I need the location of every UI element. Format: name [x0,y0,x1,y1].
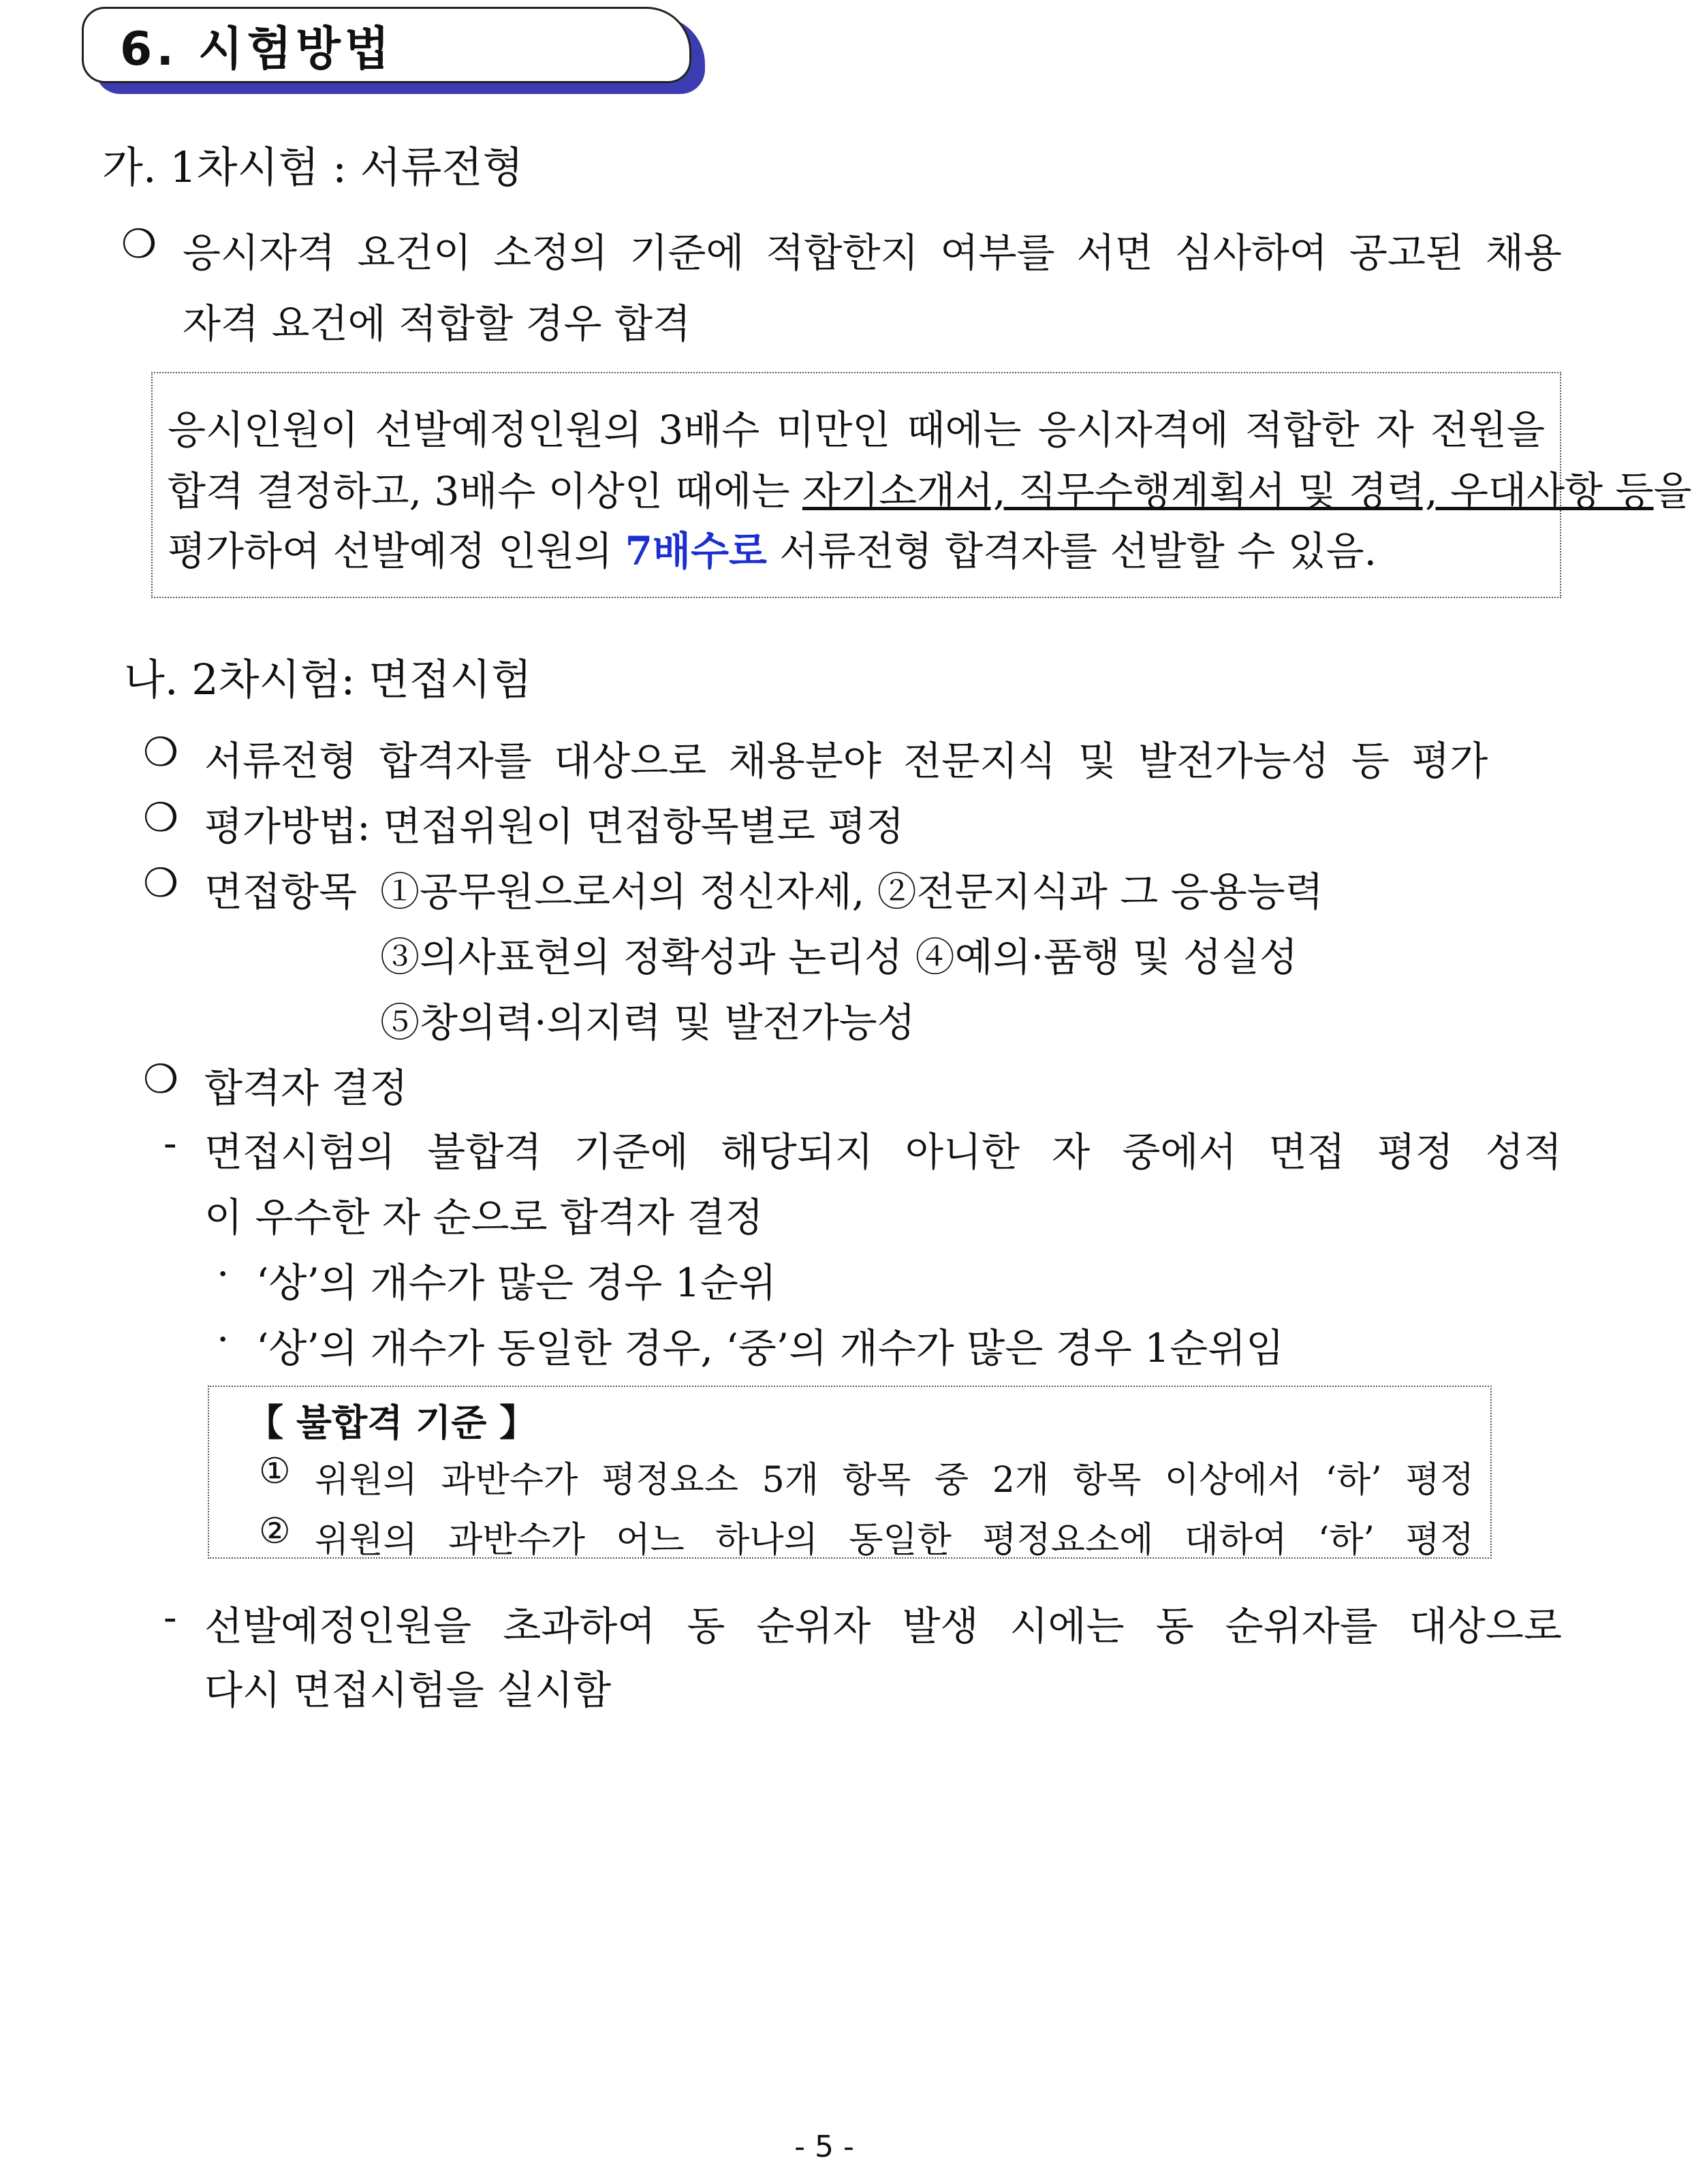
word: 평정 [1405,1520,1474,1561]
fail-criteria-title: 【 불합격 기준 】 [247,1401,537,1444]
word: 평정요소 [601,1460,738,1501]
word: ‘하’ [1325,1460,1382,1501]
word: 중 [934,1460,969,1501]
word: 전원을 [1430,407,1545,453]
word: 동일한 [849,1520,952,1561]
word: 기준에 [629,230,745,276]
word: 위원의 [315,1460,418,1501]
word: 자 [1375,407,1414,453]
first-stage-heading: 가. 1차시험 : 서류전형 [102,142,524,192]
interview-items-label: 면접항목 [204,869,358,915]
word: 해당되지 [720,1129,873,1175]
second-bullet-1: 서류전형 합격자를 대상으로 채용분야 전문지식 및 발전가능성 등 평가 [204,738,1488,784]
word: ‘하’ [1317,1520,1375,1561]
word: 2개 [992,1460,1050,1501]
word: 발생 [902,1603,979,1649]
word: 아니한 [905,1129,1020,1175]
note-line3: 평가하여 선발예정 인원의 7배수로 서류전형 합격자를 선발할 수 있음. [168,528,1377,574]
word: 응시자격 [183,230,336,276]
word: 초과하여 [503,1603,656,1649]
dash-marker: - [163,1120,177,1166]
word: 순위자 [756,1603,871,1649]
first-bullet-line1 [183,221,1562,278]
note-underlined-items: 자기소개서, 직무수행계획서 및 경력, 우대사항 등 [802,468,1654,514]
word: 과반수가 [441,1460,578,1501]
circle-bullet-icon: ❍ [121,221,157,267]
word: 3배수 [658,407,760,453]
criterion-1 [315,1451,1474,1502]
word: 과반수가 [448,1520,585,1561]
word: 이상에서 [1164,1460,1302,1501]
criterion-2 [315,1511,1474,1562]
circle-bullet-icon: ❍ [143,729,178,775]
word: 기준에 [574,1129,689,1175]
word: 선발예정인원의 [375,407,642,453]
word: 평정요소에 [982,1520,1154,1561]
word: 하나의 [715,1520,818,1561]
word: 성적 [1485,1129,1562,1175]
word: 채용 [1485,230,1562,276]
word: 서면 [1076,230,1153,276]
interview-items-line3: ⑤창의력·의지력 및 발전가능성 [380,999,915,1046]
decision-label: 합격자 결정 [204,1065,408,1111]
word: 중에서 [1122,1129,1237,1175]
word: 평정 [1405,1460,1474,1501]
word: 위원의 [315,1520,418,1561]
note-line2: 합격 결정하고, 3배수 이상인 때에는 자기소개서, 직무수행계획서 및 경력, 우대사항 등을 [168,468,1692,514]
dash2-line2: 다시 면접시험을 실시함 [204,1667,612,1713]
circle-bullet-icon: ❍ [143,1056,178,1102]
word: 동 [1155,1603,1194,1649]
word: 요건이 [357,230,472,276]
word: 응시인원이 [168,407,359,453]
interview-items-line2: ③의사표현의 정확성과 논리성 ④예의·품행 및 성실성 [380,934,1298,980]
word: 시에는 [1009,1603,1125,1649]
word: 대상으로 [1409,1603,1562,1649]
word: 응시자격에 [1037,407,1229,453]
word: 면접 [1268,1129,1345,1175]
dot-marker: · [217,1251,230,1297]
note-line1 [168,398,1545,455]
word: 선발예정인원을 [204,1603,472,1649]
word: 평정 [1377,1129,1454,1175]
criterion-1-num: ① [259,1451,291,1492]
word: 공고된 [1349,230,1464,276]
word: 적합한지 [766,230,919,276]
page-number: - 5 - [794,2130,854,2164]
dot-marker: · [217,1316,230,1362]
word: 적합한 [1244,407,1360,453]
word: 자 [1052,1129,1091,1175]
first-bullet-line2: 자격 요건에 적합할 경우 합격 [183,300,691,347]
word: 어느 [616,1520,685,1561]
word: 때에는 [907,407,1022,453]
word: 순위자를 [1225,1603,1378,1649]
interview-items-line1: ①공무원으로서의 정신자세, ②전문지식과 그 응용능력 [380,869,1323,915]
dash1-line1 [204,1120,1562,1177]
word: 대하여 [1184,1520,1287,1561]
dash1-line2: 이 우수한 자 순으로 합격자 결정 [204,1194,764,1241]
word: 불합격 [427,1129,542,1175]
word: 항목 [842,1460,911,1501]
circle-bullet-icon: ❍ [143,860,178,906]
word: 면접시험의 [204,1129,396,1175]
dash2-line1 [204,1594,1562,1651]
second-stage-heading: 나. 2차시험: 면접시험 [124,655,532,704]
word: 소정의 [493,230,608,276]
dot-line-1: ‘상’의 개수가 많은 경우 1순위 [256,1260,777,1306]
word: 5개 [762,1460,819,1501]
criterion-2-num: ② [259,1511,291,1552]
word: 여부를 [940,230,1055,276]
word: 미만인 [776,407,891,453]
dot-line-2: ‘상’의 개수가 동일한 경우, ‘중’의 개수가 많은 경우 1순위임 [256,1325,1285,1371]
circle-bullet-icon: ❍ [143,794,178,841]
note-highlight: 7배수로 [625,528,768,574]
section-title: 6. 시험방법 [120,22,394,76]
word: 동 [687,1603,725,1649]
dash-marker: - [163,1594,177,1640]
word: 항목 [1072,1460,1142,1501]
second-bullet-2: 평가방법: 면접위원이 면접항목별로 평정 [204,803,905,849]
word: 심사하여 [1174,230,1328,276]
